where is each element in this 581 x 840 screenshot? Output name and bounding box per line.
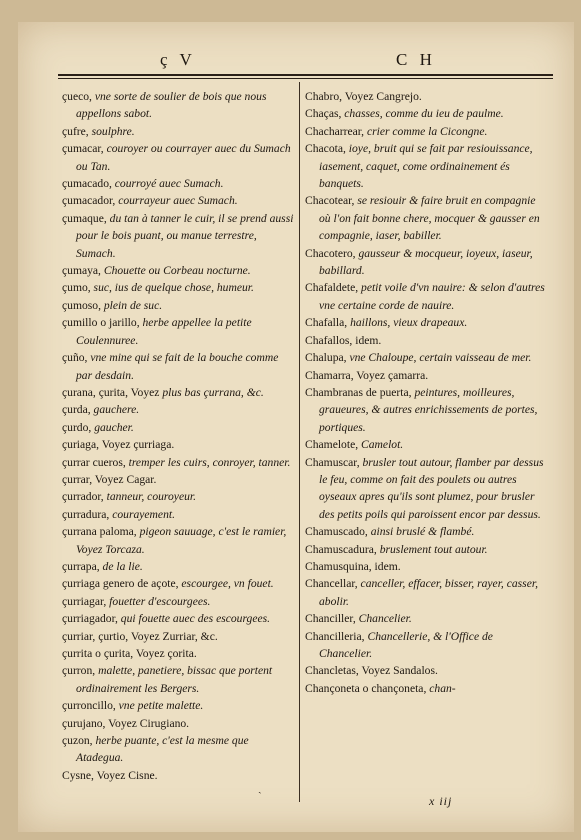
definition: se resiouir & faire bruit en compagnie où l'on fait bonne chere, mocquer & gausser en compagnie, iaser, babiller. <box>319 194 540 243</box>
definition: tanneur, couroyeur. <box>103 490 197 504</box>
dictionary-entry <box>305 123 545 140</box>
definition: vne Chaloupe, certain vaisseau de mer. <box>346 351 532 365</box>
definition: courroyé auec Sumach. <box>111 177 224 191</box>
headword: Chacota, <box>305 142 346 156</box>
headword: çurrar cueros, <box>62 455 126 469</box>
dictionary-entry <box>62 575 294 592</box>
headword: çurrapa, <box>62 559 100 573</box>
definition: courrayeur auec Sumach. <box>115 194 238 208</box>
running-head-left: ç V <box>160 50 196 69</box>
headword: Chancletas, Voyez Sandalos. <box>305 664 438 678</box>
headword: çuriaga, Voyez çurriaga. <box>62 438 175 452</box>
headword: çumacado, <box>62 177 112 191</box>
dictionary-entry <box>305 349 545 366</box>
headword: çurriaga genero de açote, <box>62 577 179 591</box>
header-rule-thin <box>58 78 553 79</box>
headword: çurujano, Voyez Cirugiano. <box>62 716 190 730</box>
definition: escourgee, vn fouet. <box>178 577 274 591</box>
dictionary-entry <box>62 558 294 575</box>
definition: crier comme la Cicongne. <box>364 124 488 138</box>
definition: plein de suc. <box>100 298 163 312</box>
definition: Chouette ou Corbeau nocturne. <box>100 264 251 278</box>
dictionary-entry <box>62 523 294 558</box>
headword: çurana, çurita, Voyez <box>62 385 160 399</box>
headword: Chanciller, <box>305 612 356 626</box>
definition: Chancellerie, & l'Office de Chancelier. <box>319 629 493 660</box>
headword: Chafallos, idem. <box>305 333 382 347</box>
definition: ainsi bruslé & flambé. <box>367 525 475 539</box>
footer-mark: ˎ <box>258 782 262 794</box>
dictionary-entry <box>62 628 294 645</box>
dictionary-entry <box>305 88 545 105</box>
definition: qui fouette auec des escourgees. <box>117 612 271 626</box>
headword: çumo, <box>62 281 91 295</box>
definition: haillons, vieux drapeaux. <box>347 316 468 330</box>
definition: herbe puante, c'est la mesme que Atadegua. <box>76 734 249 765</box>
dictionary-entry <box>305 314 545 331</box>
dictionary-entry <box>305 332 545 349</box>
headword: çuzon, <box>62 734 93 748</box>
definition: gauchere. <box>90 403 140 417</box>
definition: soulphre. <box>88 124 135 138</box>
dictionary-entry <box>305 628 545 663</box>
dictionary-entry <box>62 88 294 123</box>
headword: çurriar, çurtio, Voyez Zurriar, &c. <box>62 629 218 643</box>
headword: Chacotear, <box>305 194 355 208</box>
book-page <box>18 22 574 832</box>
dictionary-entry <box>62 488 294 505</box>
headword: çurda, <box>62 403 91 417</box>
headword: çurrador, <box>62 490 104 504</box>
headword: Chafaldete, <box>305 281 359 295</box>
dictionary-entry <box>62 384 294 401</box>
dictionary-entry <box>305 558 545 575</box>
headword: çurroncillo, <box>62 699 116 713</box>
dictionary-entry <box>305 523 545 540</box>
running-head-right: C H <box>396 50 436 69</box>
dictionary-entry <box>305 575 545 610</box>
dictionary-entry <box>62 506 294 523</box>
dictionary-entry <box>62 123 294 140</box>
dictionary-entry <box>62 401 294 418</box>
right-column <box>305 88 545 697</box>
dictionary-entry <box>62 436 294 453</box>
headword: çumaya, <box>62 264 101 278</box>
definition: canceller, effacer, bisser, rayer, casser, abolir. <box>319 577 538 608</box>
definition: peintures, moilleures, graueures, & autres enrichissements de portes, portiques. <box>319 385 538 434</box>
headword: çumacar, <box>62 142 104 156</box>
header-rule <box>58 74 553 76</box>
definition: tremper les cuirs, conroyer, tanner. <box>125 455 291 469</box>
definition: brusler tout autour, flamber par dessus le feu, comme on fait des poulets ou autres oyseaux apres qu'ils sont plumez, pour brusler des petits poils qui paroissent encor par dessus. <box>319 455 544 521</box>
definition: courayement. <box>109 507 175 521</box>
dictionary-entry <box>305 541 545 558</box>
headword: çueco, <box>62 90 92 103</box>
headword: Chamarra, Voyez çamarra. <box>305 368 429 382</box>
definition: malette, panetiere, bissac que portent ordinairement les Bergers. <box>76 664 273 695</box>
dictionary-entry <box>62 279 294 296</box>
definition: suc, ius de quelque chose, humeur. <box>90 281 254 295</box>
dictionary-entry <box>305 192 545 244</box>
dictionary-entry <box>305 454 545 524</box>
dictionary-entry <box>305 140 545 192</box>
dictionary-entry <box>62 297 294 314</box>
headword: Chacotero, <box>305 246 356 260</box>
headword: Chamuscadura, <box>305 542 377 556</box>
headword: çumacador, <box>62 194 116 208</box>
definition: pigeon sauuage, c'est le ramier, Voyez Torcaza. <box>76 525 287 556</box>
headword: çumaque, <box>62 211 107 225</box>
dictionary-entry <box>305 662 545 679</box>
headword: Chaças, <box>305 107 342 121</box>
dictionary-entry <box>305 436 545 453</box>
headword: çurradura, <box>62 507 110 521</box>
dictionary-entry <box>62 471 294 488</box>
dictionary-entry <box>305 610 545 627</box>
definition: Chancelier. <box>355 612 412 626</box>
definition: ioye, bruit qui se fait par resiouissance, iasement, caquet, come ordinainement és banquets. <box>319 142 533 191</box>
headword: çurron, <box>62 664 96 678</box>
headword: Chamuscado, <box>305 525 368 539</box>
dictionary-entry <box>62 662 294 697</box>
dictionary-entry <box>62 192 294 209</box>
dictionary-entry <box>62 697 294 714</box>
dictionary-entry <box>62 593 294 610</box>
headword: Chacharrear, <box>305 124 365 138</box>
definition: fouetter d'escourgees. <box>106 594 211 608</box>
dictionary-entry <box>62 262 294 279</box>
dictionary-entry <box>62 715 294 732</box>
headword: Chancilleria, <box>305 629 365 643</box>
headword: Chancellar, <box>305 577 358 591</box>
dictionary-entry <box>62 210 294 262</box>
dictionary-entry <box>305 279 545 314</box>
definition: petit voile d'vn nauire: & selon d'autres vne certaine corde de nauire. <box>319 281 545 312</box>
headword: çurriagar, <box>62 594 107 608</box>
dictionary-entry <box>62 419 294 436</box>
definition: couroyer ou courrayer auec du Sumach ou Tan. <box>76 142 291 173</box>
headword: Chamusquina, idem. <box>305 559 401 573</box>
dictionary-entry <box>62 610 294 627</box>
headword: Chafalla, <box>305 316 348 330</box>
headword: çurrana paloma, <box>62 525 137 539</box>
dictionary-entry <box>62 140 294 175</box>
headword: Cysne, Voyez Cisne. <box>62 768 158 782</box>
headword: Chambranas de puerta, <box>305 385 412 399</box>
headword: çurrar, Voyez Cagar. <box>62 472 157 486</box>
definition: de la lie. <box>99 559 143 573</box>
definition: vne sorte de soulier de bois que nous appellons sabot. <box>76 90 267 121</box>
definition: bruslement tout autour. <box>376 542 488 556</box>
definition: Camelot. <box>358 438 404 452</box>
left-column <box>62 88 294 784</box>
signature-mark: x iij <box>429 794 453 808</box>
definition: gaucher. <box>91 420 134 434</box>
headword: çurrita o çurita, Voyez çorita. <box>62 647 197 660</box>
dictionary-entry <box>62 645 294 662</box>
headword: Chalupa, <box>305 351 347 365</box>
dictionary-entry <box>62 314 294 349</box>
column-divider <box>299 82 300 802</box>
headword: Chamuscar, <box>305 455 360 469</box>
headword: çuño, <box>62 351 88 365</box>
definition: du tan à tanner le cuir, il se prend aussi pour le bois puant, ou manue terrestre, Sumach. <box>76 211 294 260</box>
definition: gausseur & mocqueur, ioyeux, iaseur, babillard. <box>319 246 533 278</box>
definition: herbe appellee la petite Coulennuree. <box>76 316 252 347</box>
headword: Chançoneta o chançoneta, <box>305 681 427 695</box>
dictionary-entry <box>62 732 294 767</box>
dictionary-entry <box>305 384 545 436</box>
headword: çufre, <box>62 124 89 138</box>
definition: vne petite malette. <box>115 699 204 713</box>
definition: chasses, comme du ieu de paulme. <box>341 107 504 121</box>
headword: çurriagador, <box>62 612 118 626</box>
headword: çumillo o jarillo, <box>62 316 140 330</box>
dictionary-entry <box>62 349 294 384</box>
dictionary-entry <box>305 245 545 280</box>
dictionary-entry <box>305 105 545 122</box>
definition: chan- <box>426 681 456 695</box>
dictionary-entry <box>62 454 294 471</box>
headword: çurdo, <box>62 420 92 434</box>
headword: Chabro, Voyez Cangrejo. <box>305 90 422 103</box>
headword: çumoso, <box>62 298 101 312</box>
definition: plus bas çurrana, &c. <box>159 385 264 399</box>
headword: Chamelote, <box>305 438 359 452</box>
dictionary-entry <box>305 367 545 384</box>
definition: vne mine qui se fait de la bouche comme par desdain. <box>76 351 279 382</box>
dictionary-entry <box>305 680 545 697</box>
dictionary-entry <box>62 175 294 192</box>
